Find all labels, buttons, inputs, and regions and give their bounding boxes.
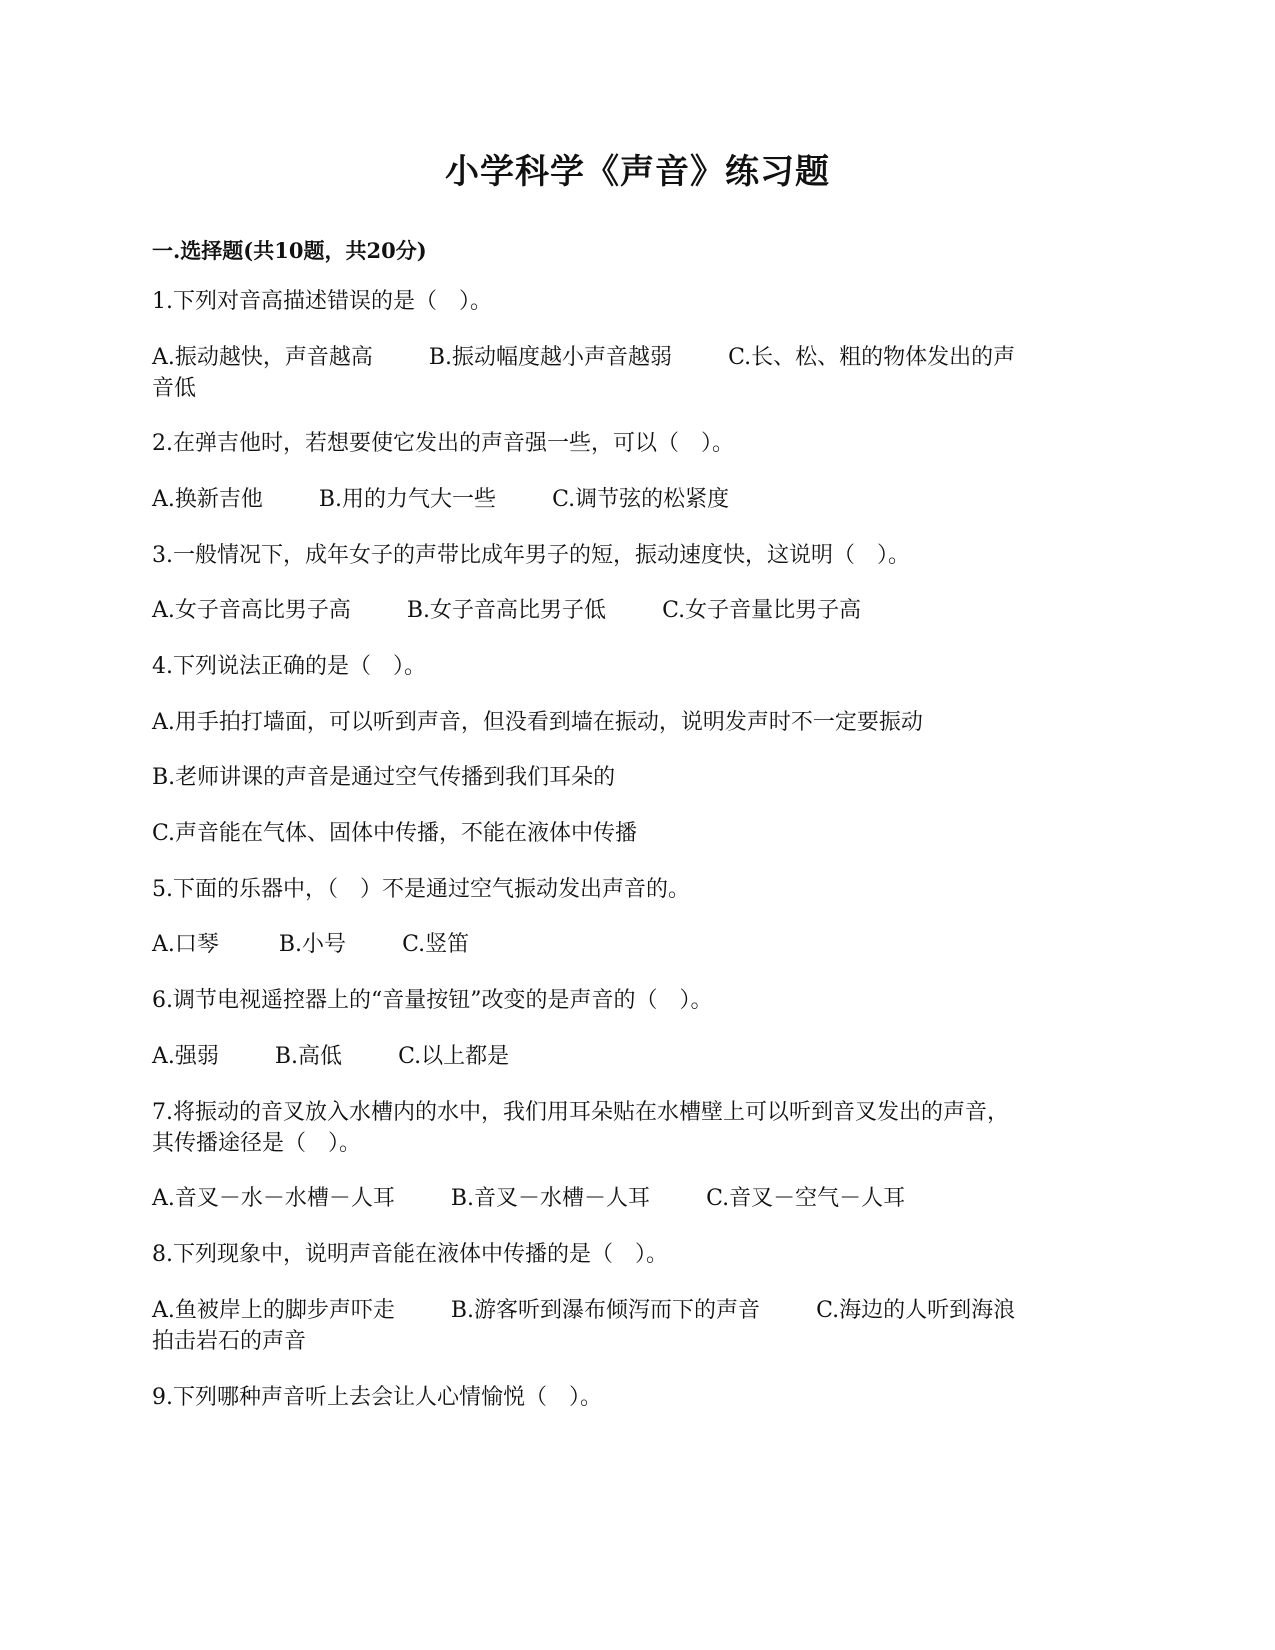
question-2-option-a: A.换新吉他 [152,487,263,512]
question-2-stem: 2.在弹吉他时，若想要使它发出的声音强一些，可以（ ）。 [152,431,734,456]
question-8-option-a: A.鱼被岸上的脚步声吓走 [152,1298,395,1323]
question-2-option-c: C.调节弦的松紧度 [552,487,730,512]
question-1-options [152,342,1112,373]
page-title: 小学科学《声音》练习题 [445,152,830,192]
question-5-option-a: A.口琴 [152,932,219,957]
question-2-option-b: B.用的力气大一些 [318,487,497,512]
question-3-option-c: C.女子音量比男子高 [662,598,862,623]
question-7-stem-continued: 其传播途径是（ ）。 [152,1131,362,1156]
question-7-stem: 7.将振动的音叉放入水槽内的水中，我们用耳朵贴在水槽壁上可以听到音叉发出的声音， [152,1100,1009,1125]
question-8-option-c-continued: 拍击岩石的声音 [152,1329,307,1354]
question-7-option-c: C.音叉－空气－人耳 [706,1186,906,1211]
question-5-stem: 5.下面的乐器中，（ ）不是通过空气振动发出声音的。 [152,877,690,902]
question-1-option-b: B.振动幅度越小声音越弱 [428,345,673,370]
question-7-option-a: A.音叉－水－水槽－人耳 [152,1186,395,1211]
question-6-option-b: B.高低 [274,1044,343,1069]
section-heading: 一.选择题(共10题，共20分) [152,238,427,263]
question-1-option-a: A.振动越快，声音越高 [152,345,373,370]
question-4-option-b: B.老师讲课的声音是通过空气传播到我们耳朵的 [152,765,616,790]
question-8-stem: 8.下列现象中，说明声音能在液体中传播的是（ ）。 [152,1242,668,1267]
question-6-stem: 6.调节电视遥控器上的“音量按钮”改变的是声音的（ ）。 [152,988,713,1013]
question-3-option-b: B.女子音高比男子低 [406,598,607,623]
question-2-options [152,484,1112,515]
question-4-stem: 4.下列说法正确的是（ ）。 [152,654,426,679]
question-1-stem: 1.下列对音高描述错误的是（ ）。 [152,289,492,314]
question-8-option-c: C.海边的人听到海浪 [816,1298,1016,1323]
question-4-option-a: A.用手拍打墙面，可以听到声音，但没看到墙在振动，说明发声时不一定要振动 [152,710,923,735]
question-8-option-b: B.游客听到瀑布倾泻而下的声音 [450,1298,761,1323]
question-6-option-c: C.以上都是 [398,1044,510,1069]
question-1-option-c: C.长、松、粗的物体发出的声 [728,345,1016,370]
question-7-option-b: B.音叉－水槽－人耳 [450,1186,651,1211]
question-8-options [152,1295,1112,1326]
question-7-options [152,1183,1112,1214]
question-9-stem: 9.下列哪种声音听上去会让人心情愉悦（ ）。 [152,1385,602,1410]
question-4-option-c: C.声音能在气体、固体中传播，不能在液体中传播 [152,821,638,846]
question-6-option-a: A.强弱 [152,1044,219,1069]
question-5-option-b: B.小号 [278,932,347,957]
question-1-option-c-continued: 音低 [152,376,197,401]
question-3-stem: 3.一般情况下，成年女子的声带比成年男子的短，振动速度快，这说明（ ）。 [152,543,910,568]
question-5-option-c: C.竖笛 [402,932,470,957]
question-6-options [152,1041,1112,1072]
question-3-options [152,595,1112,626]
question-3-option-a: A.女子音高比男子高 [152,598,351,623]
question-5-options [152,929,1112,960]
